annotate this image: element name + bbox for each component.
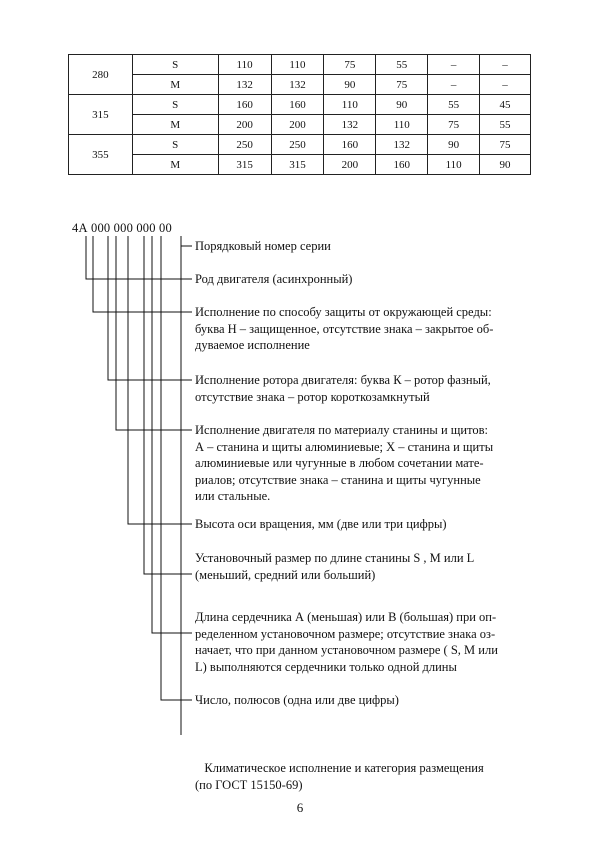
table-cell: 110 <box>376 115 428 135</box>
table-cell: 250 <box>271 135 324 155</box>
table-cell: 75 <box>376 75 428 95</box>
table-cell: 132 <box>376 135 428 155</box>
legend-climate: Климатическое исполнение и категория размещения (по ГОСТ 15150-69) <box>195 761 484 792</box>
motor-code-template: 4А 000 000 000 00 <box>72 221 172 235</box>
legend-series-number: Порядковый номер серии <box>195 239 331 253</box>
table-cell: 110 <box>428 155 480 175</box>
table-cell: 110 <box>271 55 324 75</box>
page-number: 6 <box>296 800 304 815</box>
legend-mounting-size: Установочный размер по длине станины S , M или L (меньший, средний или больший) <box>195 551 475 582</box>
table-cell: 315 <box>271 155 324 175</box>
table-cell: 75 <box>324 55 376 75</box>
axis-height-cell: 315 <box>69 95 133 135</box>
table-cell: – <box>480 75 531 95</box>
table-cell: 200 <box>218 115 271 135</box>
table-cell: – <box>428 75 480 95</box>
mount-size-cell: M <box>132 155 218 175</box>
mount-size-cell: M <box>132 75 218 95</box>
table-cell: – <box>428 55 480 75</box>
table-cell: 110 <box>218 55 271 75</box>
table-cell: 90 <box>324 75 376 95</box>
table-cell: 110 <box>324 95 376 115</box>
table-cell: 90 <box>376 95 428 115</box>
table-cell: 160 <box>271 95 324 115</box>
axis-height-cell: 355 <box>69 135 133 175</box>
legend-protection: Исполнение по способу защиты от окружающей среды: буква Н – защищенное, отсутствие знака – закрытое об- дуваемое исполнение <box>195 305 494 352</box>
table-cell: 132 <box>271 75 324 95</box>
table-cell: 250 <box>218 135 271 155</box>
table-cell: 132 <box>324 115 376 135</box>
table-cell: 55 <box>480 115 531 135</box>
table-cell: 200 <box>271 115 324 135</box>
mount-size-cell: S <box>132 135 218 155</box>
table-cell: 75 <box>428 115 480 135</box>
legend-motor-type: Род двигателя (асинхронный) <box>195 272 353 286</box>
table-cell: 55 <box>428 95 480 115</box>
table-cell: 132 <box>218 75 271 95</box>
table-cell: 200 <box>324 155 376 175</box>
table-cell: 45 <box>480 95 531 115</box>
mount-size-cell: S <box>132 55 218 75</box>
table-cell: – <box>480 55 531 75</box>
table-cell: 90 <box>480 155 531 175</box>
mount-size-cell: S <box>132 95 218 115</box>
legend-poles: Число, полюсов (одна или две цифры) <box>195 693 399 707</box>
legend-core-length: Длина сердечника А (меньшая) или В (большая) при оп- ределенном установочном размере; отсутствие знака оз- начает, что при данном установочном размере ( S, M или L) выполняются сердечники только одной длины <box>195 610 498 674</box>
table-cell: 160 <box>324 135 376 155</box>
legend-frame-material: Исполнение двигателя по материалу станины и щитов: А – станина и щиты алюминиевые; Х – станина и щиты алюминиевые или чугунные в любом сочетании мате- риалов; отсутствие знака – станина и щиты чугунные или стальные. <box>195 423 494 503</box>
legend-rotor: Исполнение ротора двигателя: буква К – ротор фазный, отсутствие знака – ротор короткозамкнутый <box>195 373 491 404</box>
table-cell: 160 <box>218 95 271 115</box>
table-cell: 75 <box>480 135 531 155</box>
mount-size-cell: M <box>132 115 218 135</box>
table-cell: 160 <box>376 155 428 175</box>
table-cell: 55 <box>376 55 428 75</box>
legend-axis-height: Высота оси вращения, мм (две или три цифры) <box>195 517 447 531</box>
table-cell: 90 <box>428 135 480 155</box>
axis-height-cell: 280 <box>69 55 133 95</box>
table-cell: 315 <box>218 155 271 175</box>
